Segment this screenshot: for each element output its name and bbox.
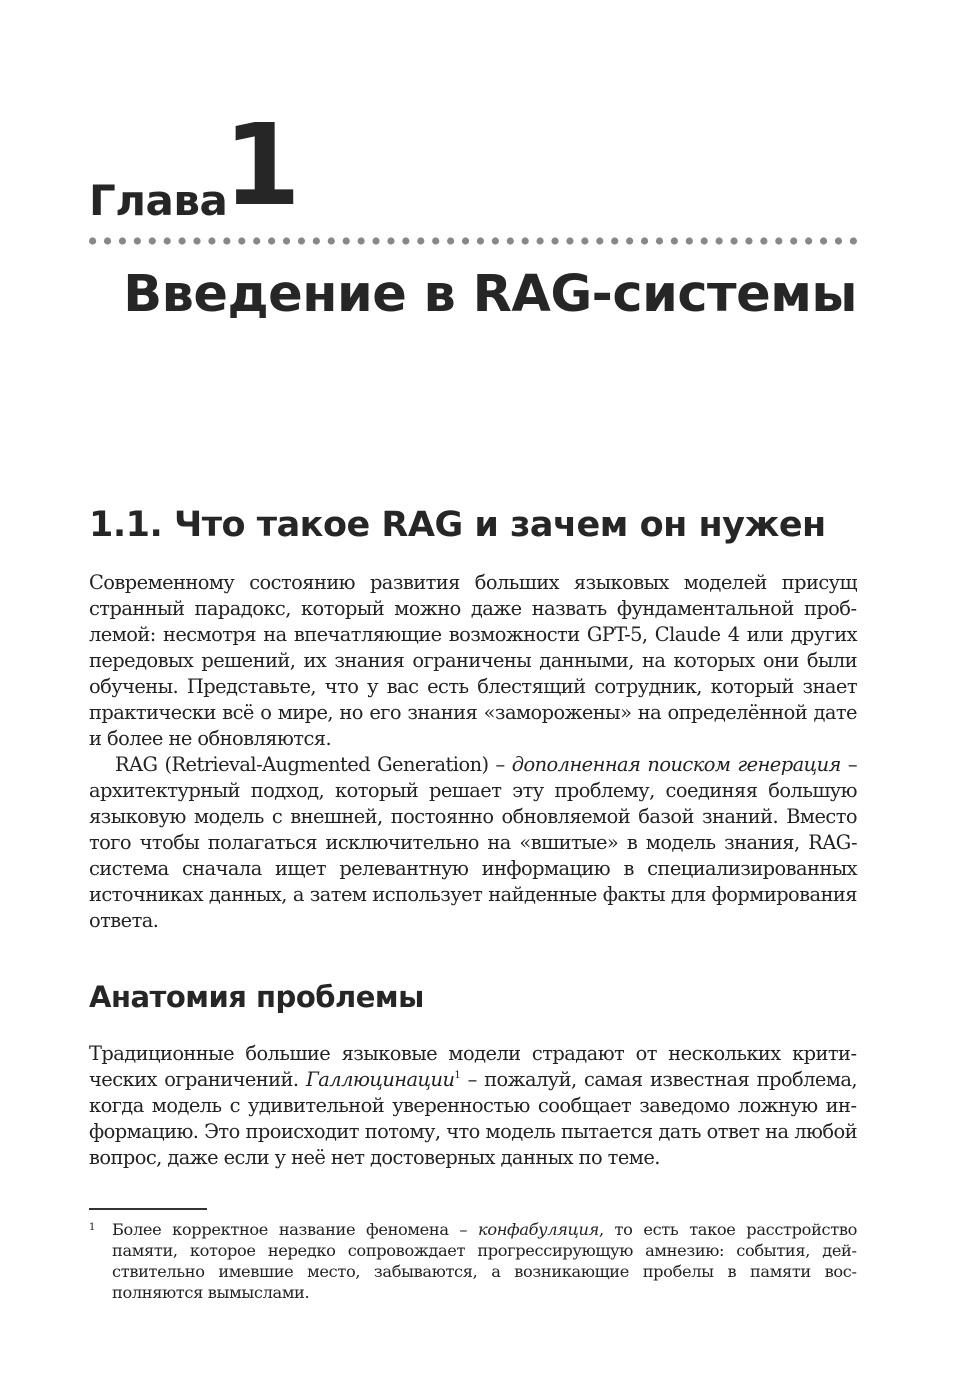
divider-dot <box>402 237 409 244</box>
paragraph-2-start: RAG (Retrieval-Augmented Generation) – <box>115 753 512 776</box>
footnote <box>89 1219 857 1303</box>
divider-dot <box>134 237 141 244</box>
footnote-start: Более корректное название феномена – <box>112 1220 478 1239</box>
section-body <box>89 570 857 934</box>
divider-dot <box>253 237 260 244</box>
divider-dot <box>492 237 499 244</box>
chapter-label <box>89 101 889 231</box>
section-title: 1.1. Что такое RAG и зачем он нужен <box>89 505 826 545</box>
paragraph-2-italic: дополненная поиском генерация <box>511 753 841 776</box>
divider-dot <box>507 237 514 244</box>
divider-dot <box>671 237 678 244</box>
divider-dot <box>477 237 484 244</box>
divider-dot <box>835 237 842 244</box>
footnote-reference[interactable]: 1 <box>454 1070 461 1081</box>
divider-dot <box>179 237 186 244</box>
divider-dot <box>745 237 752 244</box>
divider-dot <box>298 237 305 244</box>
divider-dot <box>193 237 200 244</box>
divider-dot <box>596 237 603 244</box>
divider-dot <box>790 237 797 244</box>
divider-dot <box>372 237 379 244</box>
paragraph-2-rest: – архитектурный подход, который решает эту проблему, соединяя большую языковую модель с внешней, постоянно обновляемой базой знаний. Вместо того чтобы полагаться исключительно на «вшитые» в модель знания, RAG-система сначала ищет релевантную информацию в специализированных источниках данных, а затем использует найденные факты для формирования ответа. <box>89 753 857 932</box>
chapter-title: Введение в RAG-системы <box>123 265 857 324</box>
subsection-body <box>89 1041 857 1171</box>
divider-dot <box>238 237 245 244</box>
divider-dot <box>850 237 857 244</box>
chapter-number: 1 <box>223 101 301 231</box>
divider-dot <box>641 237 648 244</box>
divider-dot <box>551 237 558 244</box>
paragraph-3-rest: – пожалуй, самая известная проблема, когда модель с удивительной уверенностью сообщает заведомо ложную информацию. Это происходит потому, что модель пытается дать ответ на любой вопрос, даже если у неё нет достоверных данных по теме. <box>89 1068 857 1169</box>
divider-dot <box>432 237 439 244</box>
divider-dot <box>223 237 230 244</box>
divider-dot <box>611 237 618 244</box>
divider-dot <box>522 237 529 244</box>
divider-dot <box>656 237 663 244</box>
paragraph-3 <box>89 1041 857 1171</box>
divider-dot <box>89 237 96 244</box>
divider-dot <box>716 237 723 244</box>
paragraph-3-start: Традиционные большие языковые модели страдают от нескольких критических ограничений. <box>89 1042 857 1091</box>
divider-dot <box>387 237 394 244</box>
divider-dot <box>775 237 782 244</box>
divider-dot <box>447 237 454 244</box>
dotted-divider <box>89 236 857 246</box>
divider-dot <box>328 237 335 244</box>
divider-dot <box>104 237 111 244</box>
divider-dot <box>730 237 737 244</box>
divider-dot <box>805 237 812 244</box>
footnote-italic: конфабуляция <box>478 1220 599 1239</box>
divider-dot <box>343 237 350 244</box>
divider-dot <box>119 237 126 244</box>
divider-dot <box>313 237 320 244</box>
divider-dot <box>820 237 827 244</box>
paragraph-1: Современному состоянию развития больших языковых моделей присущ странный парадокс, который можно даже назвать фундаментальной проблемой: несмотря на впечатляющие возможности GPT-5, Claude 4 или других передовых решений, их знания ограничены данными, на которых они были обучены. Представьте, что у вас есть блестящий сотрудник, который знает практически всё о мире, но его знания «заморожены» на определённой дате и более не обновляются. <box>89 571 857 750</box>
divider-dot <box>164 237 171 244</box>
divider-dot <box>149 237 156 244</box>
divider-dot <box>537 237 544 244</box>
subsection-title: Анатомия проблемы <box>89 980 424 1014</box>
divider-dot <box>283 237 290 244</box>
divider-dot <box>417 237 424 244</box>
chapter-word: Глава <box>89 176 228 225</box>
footnote-rest: , то есть такое расстройство памяти, которое нередко сопровождает прогрессирующую амнезию: события, действительно имевшие место, забываются, а возникающие пробелы в памяти восполняются вымыслами. <box>112 1220 857 1302</box>
paragraph-2 <box>89 752 857 934</box>
footnote-rule <box>89 1208 207 1210</box>
divider-dot <box>581 237 588 244</box>
divider-dot <box>208 237 215 244</box>
divider-dot <box>760 237 767 244</box>
footnote-text <box>112 1219 857 1303</box>
divider-dot <box>686 237 693 244</box>
divider-dot <box>462 237 469 244</box>
divider-dot <box>268 237 275 244</box>
divider-dot <box>358 237 365 244</box>
divider-dot <box>566 237 573 244</box>
divider-dot <box>626 237 633 244</box>
footnote-mark: 1 <box>89 1222 96 1233</box>
divider-dot <box>701 237 708 244</box>
paragraph-3-italic: Галлюцинации <box>305 1068 455 1091</box>
